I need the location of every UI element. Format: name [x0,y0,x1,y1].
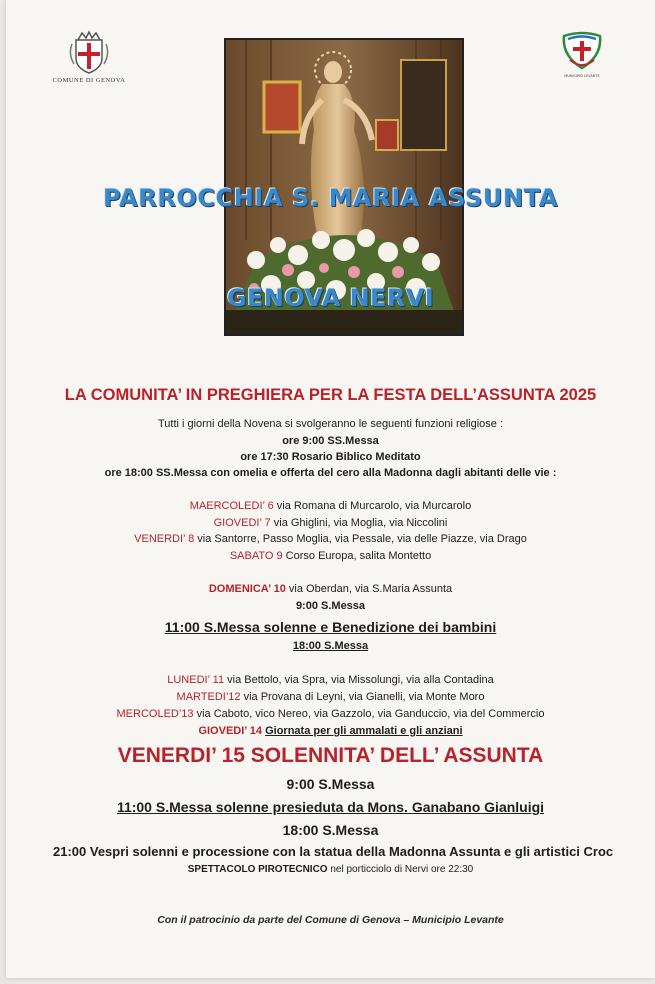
vespers-procession: 21:00 Vespri solenni e processione con la statua della Madonna Assunta e gli artistici Croc [53,844,614,859]
sunday-mass-1: 9:00 S.Messa [295,600,366,612]
schedule-streets: via Bettolo, via Spra, via Missolungi, via alla Contadina [224,674,494,686]
schedule-day: LUNEDI’ 11 [167,674,225,686]
novena-line-1: ore 9:00 SS.Messa [282,435,379,447]
right-logo-caption: MUNICIPIO LEVANTE [564,74,600,78]
schedule-streets: via Caboto, vico Nereo, via Gazzolo, via Ganduccio, via del Commercio [193,708,545,720]
fireworks-title: SPETTACOLO PIROTECNICO [187,864,328,875]
solemnity-mass-3: 18:00 S.Messa [282,822,379,838]
solemnity-mass-2: 11:00 S.Messa solenne presieduta da Mons. Ganabano Gianluigi [116,799,545,815]
schedule-day: DOMENICA’ 10 [208,583,286,595]
municipio-levante-logo-icon [556,30,608,74]
schedule-row [6,533,655,545]
poster [6,0,655,978]
fireworks-line [6,864,655,875]
main-heading: LA COMUNITA’ IN PREGHIERA PER LA FESTA DELL’ASSUNTA 2025 [64,386,597,404]
schedule-day: VENERDI’ 8 [134,533,195,545]
genova-crest-icon [66,30,112,76]
schedule-day: MERCOLED’13 [116,708,194,720]
novena-line-2: ore 17:30 Rosario Biblico Meditato [240,451,421,463]
left-logo-caption: COMUNE DI GENOVA [52,77,126,84]
schedule-row [6,550,655,562]
schedule-row [6,500,655,512]
schedule-streets: via Oberdan, via S.Maria Assunta [285,583,453,595]
schedule-streets: via Romana di Murcarolo, via Murcarolo [273,500,472,512]
schedule-day: SABATO 9 [229,550,283,562]
novena-line-3: ore 18:00 SS.Messa con omelia e offerta del cero alla Madonna dagli abitanti delle vie : [104,467,557,479]
thursday-row [6,725,655,737]
sunday-mass-3: 18:00 S.Messa [292,640,369,652]
schedule-row [6,691,655,703]
schedule-day: MAERCOLEDI’ 6 [189,500,274,512]
solemnity-mass-1: 9:00 S.Messa [286,776,375,792]
novena-intro: Tutti i giorni della Novena si svolgeranno le seguenti funzioni religiose : [157,418,504,430]
sunday-row [6,583,655,595]
parish-location: GENOVA NERVI [226,284,435,312]
thursday-note: Giornata per gli ammalati e gli anziani [265,725,463,737]
schedule-streets: via Ghiglini, via Moglia, via Niccolini [270,517,448,529]
schedule-row [6,708,655,720]
sunday-mass-2: 11:00 S.Messa solenne e Benedizione dei bambini [164,619,497,635]
fireworks-location: nel porticciolo di Nervi ore 22:30 [327,864,474,875]
patronage-footer: Con il patrocinio da parte del Comune di Genova – Municipio Levante [157,914,504,926]
schedule-row [6,517,655,529]
schedule-row [6,674,655,686]
schedule-day: MARTEDI’12 [176,691,241,703]
municipio-levante-logo [552,30,612,78]
comune-di-genova-logo [44,30,134,84]
schedule-streets: Corso Europa, salita Montetto [282,550,432,562]
schedule-day: GIOVEDI’ 14 [198,725,263,737]
parish-title: PARROCCHIA S. MARIA ASSUNTA [103,184,558,212]
solemnity-title: VENERDI’ 15 SOLENNITA’ DELL’ ASSUNTA [117,744,544,767]
schedule-day: GIOVEDI’ 7 [213,517,271,529]
schedule-streets: via Santorre, Passo Moglia, via Pessale, via delle Piazze, via Drago [194,533,527,545]
schedule-streets: via Provana di Leyni, via Gianelli, via Monte Moro [240,691,485,703]
